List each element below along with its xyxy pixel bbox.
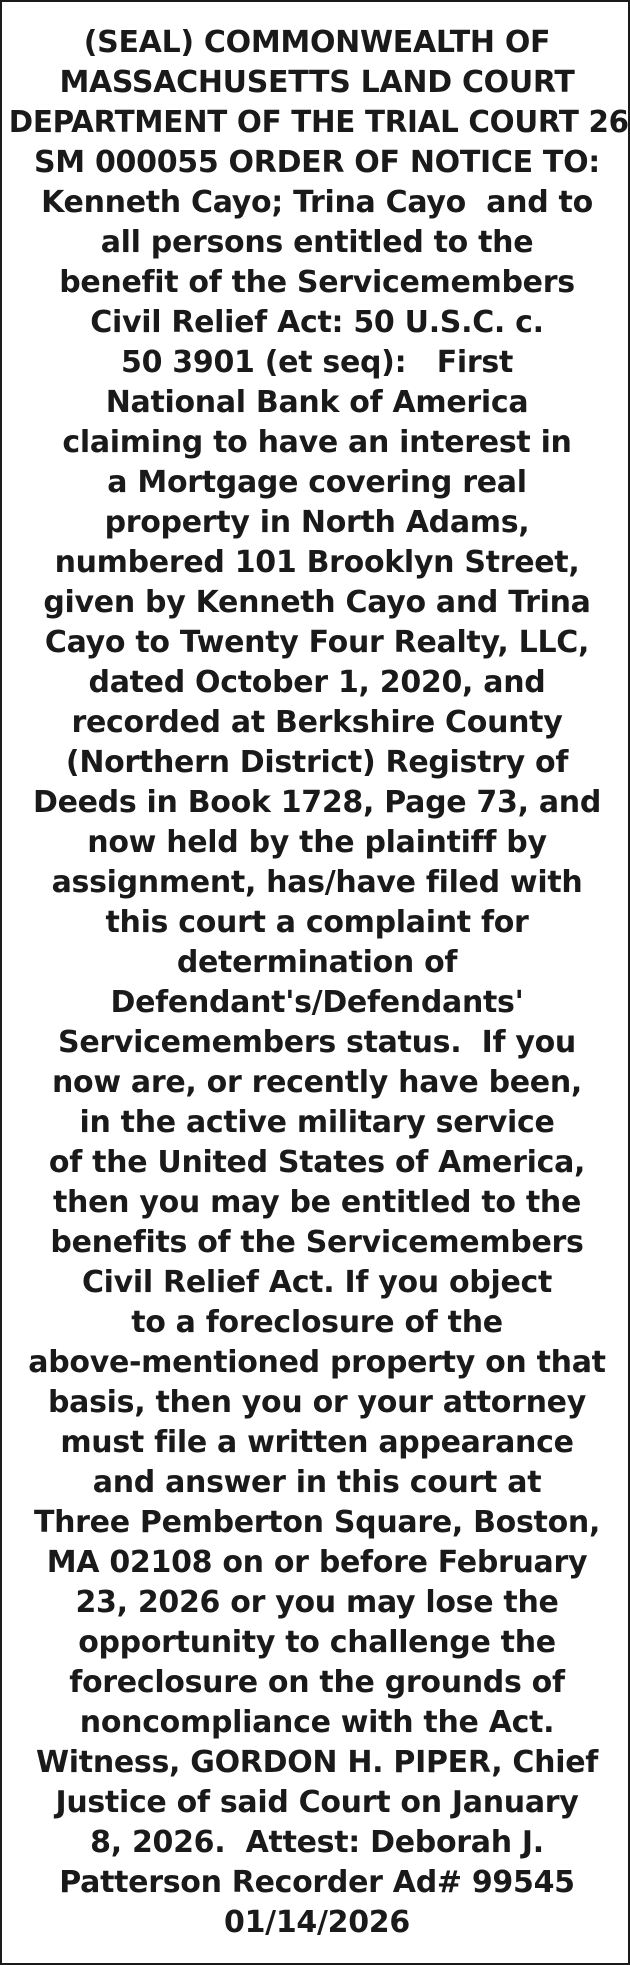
notice-line: benefit of the Servicemembers (59, 265, 575, 300)
notice-line: MASSACHUSETTS LAND COURT (59, 65, 575, 100)
notice-line: assignment, has/have filed with (51, 865, 583, 900)
notice-line: and answer in this court at (92, 1465, 542, 1500)
notice-line: dated October 1, 2020, and (88, 665, 546, 700)
notice-line: given by Kenneth Cayo and Trina (43, 585, 591, 620)
notice-line: basis, then you or your attorney (48, 1385, 586, 1420)
notice-line: benefits of the Servicemembers (50, 1225, 584, 1260)
notice-line: Witness, GORDON H. PIPER, Chief (36, 1745, 598, 1780)
notice-line: of the United States of America, (48, 1145, 586, 1180)
notice-line: MA 02108 on or before February (46, 1545, 588, 1580)
legal-notice-text (2, 23, 630, 1943)
notice-line: Justice of said Court on January (55, 1785, 579, 1820)
notice-line: DEPARTMENT OF THE TRIAL COURT 26 (8, 105, 629, 140)
notice-line: then you may be entitled to the (52, 1185, 582, 1220)
notice-line: in the active military service (79, 1105, 555, 1140)
notice-line: must file a written appearance (60, 1425, 574, 1460)
notice-line: foreclosure on the grounds of (69, 1665, 565, 1700)
notice-line: determination of (176, 945, 458, 980)
notice-line: Civil Relief Act. If you object (81, 1265, 553, 1300)
notice-line: Servicemembers status. If you (58, 1025, 576, 1060)
notice-line: recorded at Berkshire County (71, 705, 563, 740)
notice-line: Three Pemberton Square, Boston, (33, 1505, 601, 1540)
notice-line: this court a complaint for (105, 905, 529, 940)
notice-line: all persons entitled to the (100, 225, 534, 260)
notice-line: (SEAL) COMMONWEALTH OF (83, 25, 551, 60)
notice-line: numbered 101 Brooklyn Street, (54, 545, 580, 580)
notice-line: Kenneth Cayo; Trina Cayo and to (41, 185, 593, 220)
notice-line: 23, 2026 or you may lose the (75, 1585, 559, 1620)
notice-line: noncompliance with the Act. (79, 1705, 555, 1740)
notice-line: Defendant's/Defendants' (110, 985, 524, 1020)
notice-line: to a foreclosure of the (131, 1305, 503, 1340)
notice-line: now are, or recently have been, (51, 1065, 583, 1100)
notice-line: Civil Relief Act: 50 U.S.C. c. (90, 305, 544, 340)
notice-line: opportunity to challenge the (78, 1625, 556, 1660)
notice-line: Deeds in Book 1728, Page 73, and (32, 785, 602, 820)
notice-line: 01/14/2026 (224, 1905, 410, 1940)
notice-line: property in North Adams, (104, 505, 530, 540)
notice-line: Cayo to Twenty Four Realty, LLC, (44, 625, 590, 660)
notice-line: a Mortgage covering real (107, 465, 527, 500)
notice-line: (Northern District) Registry of (65, 745, 569, 780)
notice-line: 8, 2026. Attest: Deborah J. (90, 1825, 544, 1860)
notice-line: above-mentioned property on that (28, 1345, 606, 1380)
notice-line: National Bank of America (105, 385, 529, 420)
notice-line: SM 000055 ORDER OF NOTICE TO: (33, 145, 601, 180)
notice-line: 50 3901 (et seq): First (121, 345, 513, 380)
notice-line: Patterson Recorder Ad# 99545 (59, 1865, 575, 1900)
notice-line: now held by the plaintiff by (87, 825, 547, 860)
notice-line: claiming to have an interest in (62, 425, 572, 460)
